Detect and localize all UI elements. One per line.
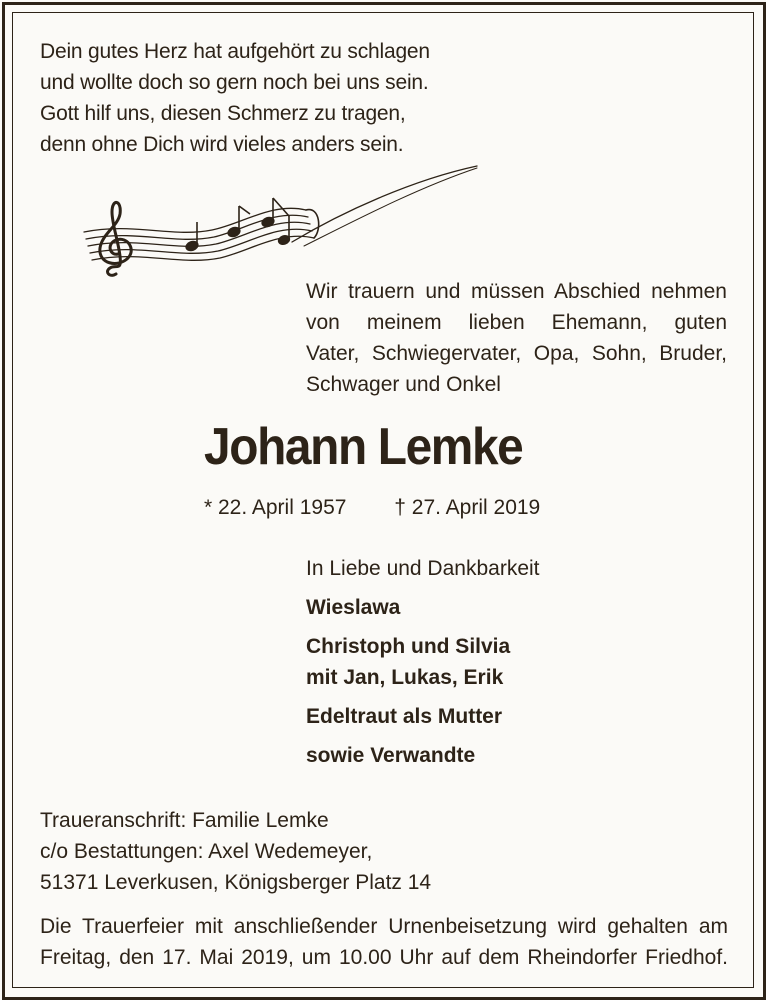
address-line: c/o Bestattungen: Axel Wedemeyer, — [40, 840, 373, 863]
music-notes-icon — [82, 160, 482, 290]
ceremony-line: Die Trauerfeier mit anschließender Urnenbeisetzung wird gehalten am — [40, 915, 728, 938]
mourner-name: Christoph und Silvia — [306, 635, 511, 658]
announcement-line: Vater, Schwiegervater, Opa, Sohn, Bruder, — [306, 342, 727, 365]
birth-date: * 22. April 1957 — [204, 496, 347, 519]
mourner-name: sowie Verwandte — [306, 744, 476, 767]
poem-line: denn ohne Dich wird vieles anders sein. — [40, 133, 404, 156]
announcement-line: von meinem lieben Ehemann, guten — [306, 311, 727, 334]
poem — [40, 36, 430, 160]
life-dates — [204, 496, 540, 520]
ceremony-info — [40, 911, 728, 973]
address-line: Traueranschrift: Familie Lemke — [40, 809, 329, 832]
poem-line: Gott hilf uns, diesen Schmerz zu tragen, — [40, 102, 406, 125]
mourning-address — [40, 805, 431, 898]
deceased-name: Johann Lemke — [204, 418, 523, 476]
address-line: 51371 Leverkusen, Königsberger Platz 14 — [40, 871, 432, 894]
mourners — [306, 553, 540, 771]
mourner-name: Edeltraut als Mutter — [306, 705, 503, 728]
mourner-name: mit Jan, Lukas, Erik — [306, 666, 504, 689]
mourner-name: Wieslawa — [306, 596, 401, 619]
announcement-line: Schwager und Onkel — [306, 373, 501, 396]
poem-line: Dein gutes Herz hat aufgehört zu schlagen — [40, 40, 430, 63]
announcement-line: Wir trauern und müssen Abschied nehmen — [306, 280, 727, 303]
announcement — [306, 276, 727, 400]
poem-line: und wollte doch so gern noch bei uns sein. — [40, 71, 429, 94]
death-date: † 27. April 2019 — [394, 496, 541, 519]
ceremony-line: Freitag, den 17. Mai 2019, um 10.00 Uhr auf dem Rheindorfer Friedhof. — [40, 946, 728, 969]
mourners-intro: In Liebe und Dankbarkeit — [306, 557, 540, 580]
